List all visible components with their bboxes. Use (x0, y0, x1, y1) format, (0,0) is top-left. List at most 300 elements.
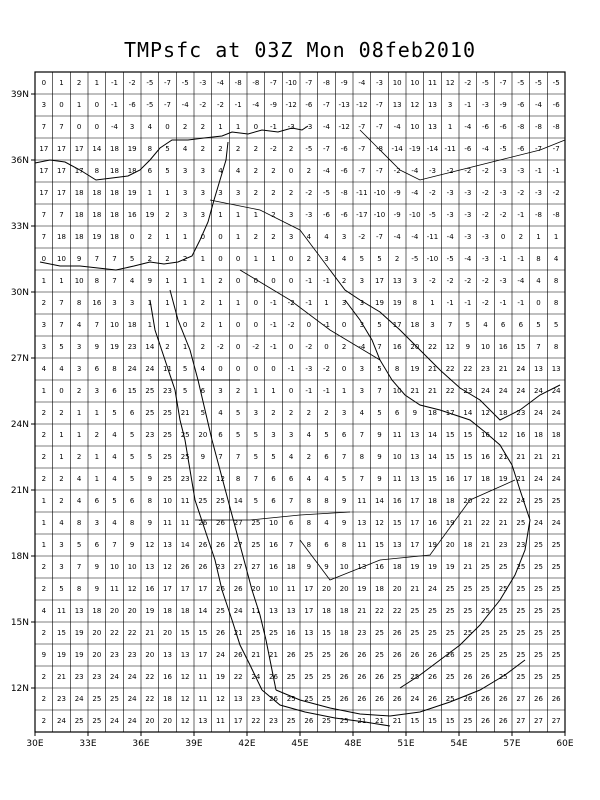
grid-cell-value: 25 (375, 629, 384, 637)
grid-cell-value: 21 (516, 453, 526, 461)
grid-cell-value: -6 (499, 123, 507, 131)
grid-cell-value: 21 (498, 365, 508, 373)
grid-cell-value: 10 (57, 255, 66, 263)
grid-cell-value: 6 (518, 321, 524, 329)
grid-cell-value: 0 (41, 255, 47, 263)
grid-cell-value: 5 (377, 321, 382, 329)
grid-cell-value: 2 (341, 343, 347, 351)
grid-cell-value: 18 (339, 629, 349, 637)
grid-cell-value: -1 (305, 387, 313, 395)
grid-cell-value: 21 (180, 409, 190, 417)
grid-cell-value: -9 (499, 101, 507, 109)
grid-cell-value: -1 (499, 255, 507, 263)
grid-cell-value: 16 (269, 563, 278, 571)
grid-cell-value: -8 (552, 211, 560, 219)
grid-cell-value: 1 (341, 387, 347, 395)
grid-cell-value: 13 (551, 365, 561, 373)
grid-cell-value: 26 (198, 563, 208, 571)
grid-cell-value: 5 (112, 497, 117, 505)
grid-cell-value: -2 (482, 211, 489, 219)
grid-cell-value: 1 (41, 519, 47, 527)
grid-cell-value: -11 (444, 145, 456, 153)
grid-cell-value: 12 (180, 717, 190, 725)
grid-cell-value: 23 (498, 541, 508, 549)
grid-cell-value: 17 (463, 475, 473, 483)
grid-cell-value: 18 (551, 431, 561, 439)
grid-cell-value: 23 (269, 717, 278, 725)
grid-cell-value: 25 (498, 585, 508, 593)
grid-cell-value: 19 (445, 519, 455, 527)
y-tick-label: 33N (10, 222, 29, 232)
grid-cell-value: 4 (112, 453, 117, 461)
grid-cell-value: 11 (198, 673, 208, 681)
grid-cell-value: 1 (200, 277, 206, 285)
grid-cell-value: -14 (426, 145, 439, 153)
grid-cell-value: 4 (41, 365, 47, 373)
grid-cell-value: 19 (216, 673, 225, 681)
grid-cell-value: 3 (94, 387, 100, 395)
grid-cell-value: 22 (110, 629, 119, 637)
grid-cell-value: 14 (198, 607, 208, 615)
grid-cell-value: 5 (165, 145, 170, 153)
grid-cell-value: 25 (463, 585, 473, 593)
grid-cell-value: 4 (112, 475, 117, 483)
grid-cell-value: 25 (516, 629, 526, 637)
grid-cell-value: 22 (498, 497, 508, 505)
grid-cell-value: 2 (182, 255, 188, 263)
grid-cell-value: 25 (145, 387, 155, 395)
grid-cell-value: 0 (288, 343, 294, 351)
grid-cell-value: 3 (218, 387, 223, 395)
grid-cell-value: 26 (216, 519, 225, 527)
grid-cell-value: 10 (481, 343, 490, 351)
grid-cell-value: -2 (446, 277, 454, 285)
grid-cell-value: -3 (482, 101, 489, 109)
grid-cell-value: 13 (198, 717, 208, 725)
grid-cell-value: 20 (445, 541, 455, 549)
grid-cell-value: -4 (464, 123, 472, 131)
grid-cell-value: 0 (235, 255, 241, 263)
grid-cell-value: 16 (92, 299, 102, 307)
grid-cell-value: 24 (534, 387, 543, 395)
grid-cell-value: 4 (112, 519, 117, 527)
grid-cell-value: 5 (377, 409, 382, 417)
grid-cell-value: 25 (410, 673, 420, 681)
grid-cell-value: 21 (410, 387, 420, 395)
x-tick-label: 51E (397, 739, 415, 749)
grid-cell-value: 21 (498, 453, 508, 461)
grid-cell-value: 26 (269, 695, 278, 703)
grid-cell-value: 13 (357, 563, 367, 571)
grid-cell-value: 5 (253, 431, 259, 439)
grid-cell-value: 9 (412, 409, 418, 417)
grid-cell-value: 3 (235, 189, 241, 197)
grid-cell-value: -2 (499, 211, 507, 219)
grid-cell-value: 3 (94, 519, 100, 527)
grid-cell-value: 2 (253, 167, 259, 175)
grid-cell-value: 22 (445, 365, 455, 373)
grid-cell-value: -6 (323, 211, 330, 219)
grid-cell-value: 26 (428, 695, 437, 703)
grid-cell-value: 17 (410, 541, 420, 549)
grid-cell-value: 3 (430, 321, 435, 329)
grid-cell-value: 27 (516, 717, 526, 725)
grid-cell-value: 8 (112, 365, 117, 373)
grid-cell-value: 24 (481, 387, 490, 395)
grid-cell-value: 25 (463, 651, 473, 659)
grid-cell-value: -5 (517, 79, 525, 87)
grid-cell-value: 19 (110, 343, 119, 351)
grid-cell-value: 18 (410, 321, 420, 329)
grid-cell-value: -5 (482, 79, 489, 87)
grid-cell-value: -7 (323, 101, 330, 109)
grid-cell-value: 0 (253, 299, 259, 307)
grid-cell-value: 23 (110, 651, 119, 659)
grid-cell-value: 18 (127, 167, 137, 175)
grid-cell-value: 19 (410, 365, 420, 373)
grid-cell-value: 26 (410, 651, 420, 659)
grid-cell-value: 20 (322, 585, 331, 593)
grid-cell-value: 24 (551, 409, 561, 417)
grid-cell-value: 5 (147, 453, 153, 461)
grid-cell-value: 24 (534, 519, 543, 527)
grid-cell-value: 8 (76, 519, 82, 527)
grid-cell-value: -1 (552, 167, 560, 175)
grid-cell-value: -5 (552, 79, 560, 87)
grid-cell-value: 25 (198, 497, 208, 505)
grid-cell-value: 14 (233, 497, 243, 505)
grid-cell-value: 15 (198, 629, 208, 637)
x-tick-label: 39E (185, 739, 203, 749)
grid-cell-value: 2 (306, 167, 312, 175)
grid-cell-value: 22 (428, 343, 437, 351)
grid-cell-value: 10 (127, 563, 137, 571)
grid-cell-value: 1 (235, 233, 241, 241)
grid-cell-value: 5 (129, 431, 135, 439)
grid-cell-value: 21 (375, 717, 384, 725)
grid-cell-value: 24 (516, 387, 526, 395)
grid-cell-value: 3 (359, 299, 365, 307)
grid-cell-value: -1 (305, 277, 313, 285)
grid-cell-value: 16 (481, 431, 490, 439)
grid-cell-value: 1 (218, 211, 223, 219)
grid-cell-value: 17 (163, 585, 172, 593)
grid-cell-value: 1 (218, 321, 223, 329)
grid-cell-value: 25 (322, 651, 331, 659)
grid-cell-value: 24 (216, 651, 225, 659)
grid-cell-value: 21 (481, 541, 490, 549)
grid-cell-value: 25 (269, 629, 278, 637)
grid-cell-value: -4 (482, 145, 489, 153)
grid-cell-value: 13 (392, 541, 402, 549)
grid-cell-value: 7 (41, 123, 47, 131)
grid-cell-value: 4 (76, 321, 82, 329)
grid-cell-value: 1 (41, 497, 47, 505)
grid-cell-value: 7 (94, 255, 100, 263)
grid-cell-value: 19 (57, 651, 66, 659)
grid-cell-value: 2 (341, 277, 347, 285)
grid-cell-value: 3 (288, 211, 294, 219)
grid-cell-value: 24 (145, 365, 155, 373)
grid-cell-value: 11 (357, 497, 367, 505)
grid-cell-value: 25 (481, 651, 490, 659)
grid-cell-value: 27 (251, 563, 261, 571)
grid-cell-value: 18 (92, 211, 102, 219)
grid-cell-value: 4 (218, 167, 223, 175)
grid-cell-value: 6 (94, 365, 100, 373)
grid-cell-value: 25 (251, 519, 261, 527)
grid-cell-value: 1 (182, 233, 188, 241)
grid-cell-value: 26 (481, 673, 490, 681)
grid-cell-value: 0 (235, 277, 241, 285)
grid-cell-value: 7 (447, 321, 453, 329)
grid-cell-value: 25 (481, 607, 490, 615)
grid-cell-value: 18 (110, 189, 119, 197)
grid-cell-value: 26 (357, 651, 367, 659)
grid-cell-value: 11 (198, 695, 208, 703)
grid-cell-value: 1 (271, 387, 276, 395)
grid-cell-value: 5 (465, 321, 471, 329)
grid-cell-value: 13 (286, 607, 296, 615)
grid-cell-value: 12 (445, 79, 455, 87)
grid-cell-value: 5 (359, 255, 365, 263)
grid-cell-value: 0 (218, 233, 223, 241)
grid-cell-value: 18 (74, 189, 84, 197)
grid-cell-value: 26 (428, 673, 437, 681)
grid-cell-value: 0 (165, 123, 170, 131)
grid-cell-value: -3 (446, 211, 454, 219)
grid-cell-value: 23 (127, 343, 137, 351)
grid-cell-value: -2 (323, 365, 330, 373)
grid-cell-value: -2 (482, 277, 489, 285)
grid-cell-value: 1 (165, 299, 170, 307)
grid-cell-value: -6 (464, 145, 472, 153)
grid-cell-value: 22 (145, 695, 155, 703)
grid-cell-value: 9 (377, 475, 382, 483)
grid-cell-value: 5 (129, 475, 135, 483)
grid-cell-value: 2 (41, 717, 47, 725)
grid-cell-value: -3 (517, 167, 525, 175)
grid-cell-value: 6 (129, 409, 135, 417)
y-tick-label: 15N (10, 618, 29, 628)
grid-cell-value: 1 (76, 431, 82, 439)
y-tick-label: 12N (10, 684, 29, 694)
grid-cell-value: -5 (181, 79, 189, 87)
grid-cell-value: 25 (551, 585, 561, 593)
grid-cell-value: 5 (536, 321, 541, 329)
grid-cell-value: -1 (323, 277, 330, 285)
grid-cell-value: 21 (410, 585, 420, 593)
grid-cell-value: 2 (41, 475, 47, 483)
grid-cell-value: 26 (339, 673, 349, 681)
grid-cell-value: 17 (392, 321, 402, 329)
grid-cell-value: 2 (271, 167, 276, 175)
grid-cell-value: 8 (536, 255, 541, 263)
grid-cell-value: 24 (127, 365, 137, 373)
grid-cell-value: -6 (340, 211, 348, 219)
grid-cell-value: 20 (163, 717, 172, 725)
grid-cell-value: 10 (110, 563, 119, 571)
grid-cell-value: 0 (253, 365, 259, 373)
grid-cell-value: 6 (288, 519, 294, 527)
grid-cell-value: 21 (551, 453, 561, 461)
grid-cell-value: 24 (127, 695, 137, 703)
grid-cell-value: 10 (392, 79, 402, 87)
grid-cell-value: -1 (234, 101, 242, 109)
grid-cell-value: 12 (180, 695, 190, 703)
grid-cell-value: 21 (233, 629, 243, 637)
grid-cell-value: 26 (463, 695, 473, 703)
grid-cell-value: 21 (357, 607, 367, 615)
grid-cell-value: 15 (516, 343, 526, 351)
grid-cell-value: -4 (464, 255, 472, 263)
grid-cell-value: 25 (392, 673, 402, 681)
grid-cell-value: 2 (182, 123, 188, 131)
grid-cell-value: 25 (498, 563, 508, 571)
grid-cell-value: -3 (305, 365, 313, 373)
grid-cell-value: 17 (375, 277, 384, 285)
grid-cell-value: 0 (500, 233, 506, 241)
grid-cell-value: 20 (410, 343, 420, 351)
grid-cell-value: -1 (535, 167, 542, 175)
grid-cell-value: 3 (341, 409, 347, 417)
grid-cell-value: 1 (165, 277, 170, 285)
grid-cell-value: 12 (216, 695, 225, 703)
grid-cell-value: 25 (445, 629, 455, 637)
grid-cell-value: 2 (41, 409, 47, 417)
grid-cell-value: 2 (394, 255, 400, 263)
grid-cell-value: 10 (392, 387, 402, 395)
grid-cell-value: 17 (39, 167, 49, 175)
grid-cell-value: 3 (200, 167, 206, 175)
grid-cell-value: 12 (127, 585, 137, 593)
grid-cell-value: 0 (235, 343, 241, 351)
grid-cell-value: 3 (41, 321, 47, 329)
grid-cell-value: 7 (359, 431, 365, 439)
grid-cell-value: -12 (356, 101, 368, 109)
grid-cell-value: 4 (306, 233, 312, 241)
grid-cell-value: -2 (287, 321, 295, 329)
grid-cell-value: 5 (324, 431, 329, 439)
grid-cell-value: -2 (217, 101, 224, 109)
grid-cell-value: 25 (304, 673, 314, 681)
grid-cell-value: 19 (92, 233, 102, 241)
grid-cell-value: 25 (163, 409, 172, 417)
grid-cell-value: -3 (482, 255, 489, 263)
grid-cell-value: 9 (465, 343, 471, 351)
grid-cell-value: 2 (94, 431, 100, 439)
grid-cell-value: 15 (463, 431, 473, 439)
grid-cell-value: 27 (233, 563, 243, 571)
grid-cell-value: 4 (147, 123, 153, 131)
grid-cell-value: 25 (463, 607, 473, 615)
grid-cell-value: 5 (59, 343, 64, 351)
grid-cell-value: 1 (253, 211, 259, 219)
grid-cell-value: -2 (517, 189, 525, 197)
grid-cell-value: 12 (410, 101, 420, 109)
grid-cell-value: 7 (41, 233, 47, 241)
grid-cell-value: 9 (341, 497, 347, 505)
grid-cell-value: 6 (218, 431, 223, 439)
grid-cell-value: 25 (304, 651, 314, 659)
grid-cell-value: -1 (305, 299, 313, 307)
grid-cell-value: 26 (498, 717, 508, 725)
grid-cell-value: 1 (218, 123, 223, 131)
grid-cell-value: 2 (200, 145, 206, 153)
grid-cell-value: 22 (145, 673, 155, 681)
grid-cell-value: 0 (271, 277, 276, 285)
grid-cell-value: 21 (428, 387, 437, 395)
grid-cell-value: 22 (445, 387, 455, 395)
grid-cell-value: 20 (198, 431, 208, 439)
grid-cell-value: 26 (534, 695, 543, 703)
grid-cell-value: -2 (464, 277, 472, 285)
grid-cell-value: 18 (163, 607, 172, 615)
grid-cell-value: -4 (393, 123, 401, 131)
grid-cell-value: 7 (377, 387, 382, 395)
grid-cell-value: 15 (445, 431, 455, 439)
grid-cell-value: 25 (481, 629, 490, 637)
grid-cell-value: 3 (182, 211, 188, 219)
y-tick-label: 24N (10, 420, 29, 430)
grid-cell-value: 0 (271, 365, 276, 373)
grid-cell-value: 3 (59, 563, 64, 571)
grid-cell-value: -7 (535, 145, 542, 153)
grid-cell-value: -3 (464, 211, 472, 219)
grid-cell-value: -9 (393, 189, 401, 197)
grid-cell-value: 2 (59, 497, 64, 505)
grid-cell-value: -7 (270, 79, 277, 87)
x-tick-label: 36E (132, 739, 150, 749)
grid-cell-value: 26 (339, 695, 349, 703)
grid-cell-value: -2 (429, 189, 436, 197)
grid-cell-value: -12 (285, 101, 297, 109)
grid-cell-value: 18 (110, 211, 119, 219)
grid-cell-value: 0 (41, 79, 47, 87)
grid-cell-value: -6 (128, 101, 136, 109)
grid-cell-value: 24 (127, 673, 137, 681)
grid-cell-value: 26 (551, 695, 561, 703)
grid-cell-value: 3 (288, 233, 294, 241)
grid-cell-value: 27 (233, 541, 243, 549)
grid-cell-value: 1 (76, 101, 82, 109)
grid-cell-value: 1 (235, 123, 241, 131)
grid-cell-value: 21 (57, 673, 66, 681)
grid-cell-value: -4 (517, 277, 525, 285)
grid-cell-value: -4 (446, 233, 454, 241)
grid-cell-value: 22 (481, 519, 490, 527)
grid-cell-value: 25 (163, 431, 172, 439)
grid-cell-value: 5 (59, 585, 64, 593)
grid-cell-value: 17 (304, 585, 314, 593)
grid-cell-value: 25 (534, 629, 543, 637)
grid-cell-value: 6 (94, 497, 100, 505)
grid-cell-value: 12 (375, 519, 384, 527)
grid-cell-value: 24 (516, 497, 526, 505)
grid-cell-value: 18 (57, 233, 66, 241)
grid-cell-value: 9 (341, 519, 347, 527)
grid-cell-value: 8 (76, 299, 82, 307)
grid-cell-value: 0 (253, 277, 259, 285)
grid-cell-value: -2 (552, 189, 560, 197)
grid-cell-value: 5 (76, 541, 82, 549)
grid-cell-value: 24 (251, 673, 261, 681)
grid-cell-value: 23 (481, 365, 490, 373)
grid-cell-value: 25 (216, 607, 225, 615)
grid-cell-value: -8 (252, 79, 260, 87)
grid-cell-value: 25 (551, 541, 561, 549)
grid-cell-value: 4 (553, 255, 559, 263)
